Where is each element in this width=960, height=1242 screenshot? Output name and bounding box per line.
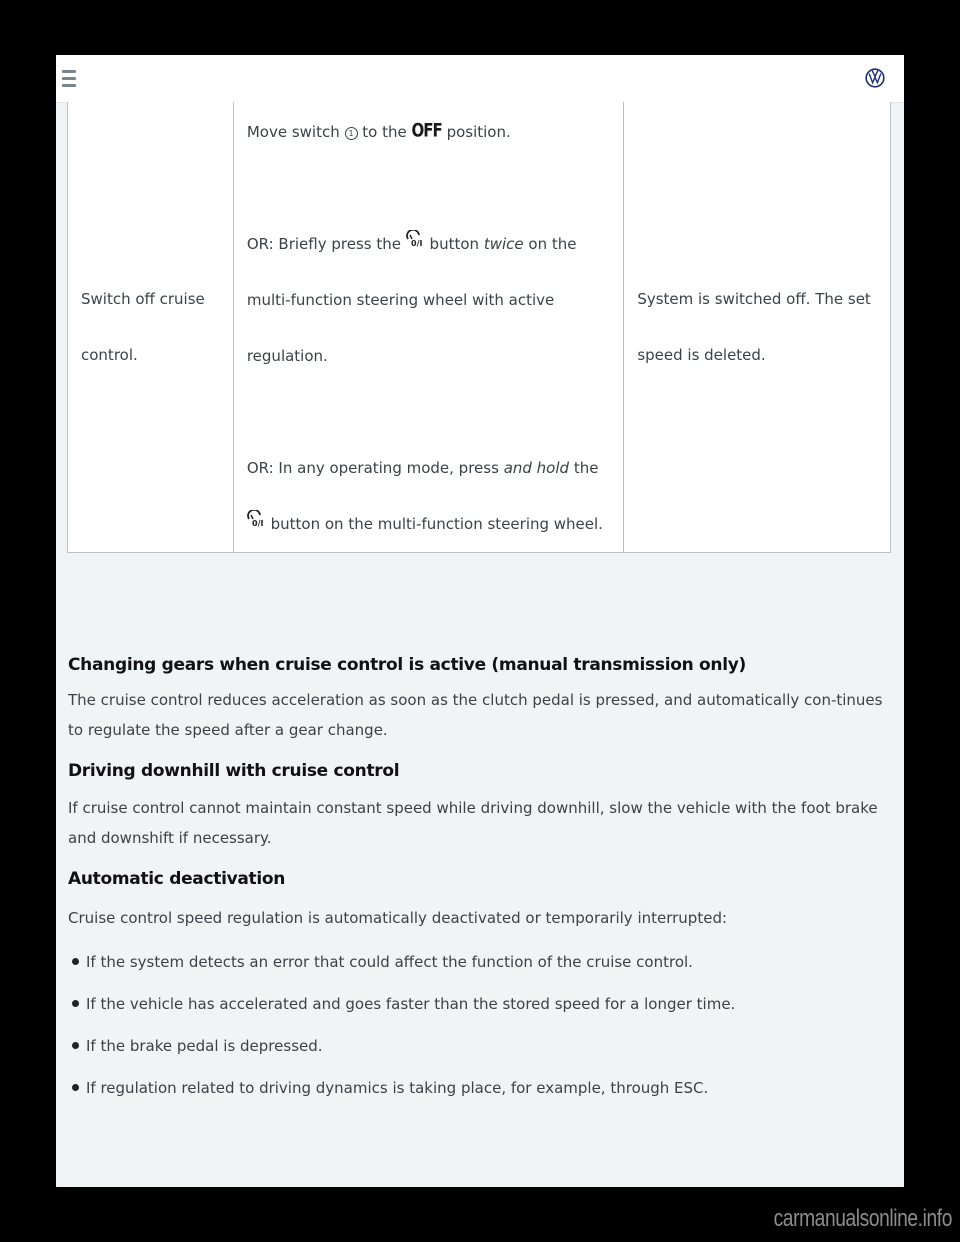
- cruise-control-icon: [247, 510, 266, 527]
- section-body: The cruise control reduces acceleration as soon as the clutch pedal is pressed, and automatically con-tinues to regulate the speed after a gear change.: [68, 691, 883, 739]
- text: button on the multi-function steering wheel.: [270, 515, 603, 533]
- section-body: If cruise control cannot maintain constant speed while driving downhill, slow the vehicle with the foot brake and downshift if necessary.: [68, 799, 878, 847]
- section-heading: Changing gears when cruise control is active (manual transmission only): [68, 655, 746, 675]
- list-item: If regulation related to driving dynamics is taking place, for example, through ESC.: [68, 1067, 894, 1109]
- svg-text:0/I: 0/I: [251, 519, 264, 527]
- text: Move switch: [246, 123, 340, 141]
- deactivation-list: [68, 941, 894, 1109]
- action-step-2: [247, 216, 610, 384]
- top-bar: [56, 55, 904, 103]
- text: OR: In any operating mode, press: [246, 459, 499, 477]
- vw-logo-icon[interactable]: [865, 68, 885, 88]
- action-step-3: [247, 440, 610, 552]
- function-cell: Switch off cruise control.: [68, 102, 234, 553]
- text: the: [573, 459, 599, 477]
- list-item: If the system detects an error that could affect the function of the cruise control.: [68, 941, 894, 983]
- text: button: [429, 235, 480, 253]
- hamburger-menu-icon[interactable]: [62, 70, 76, 87]
- section-body: Cruise control speed regulation is automatically deactivated or temporarily interrupted:: [68, 909, 728, 927]
- text: on the multi-function steering wheel with active regulation.: [246, 235, 577, 365]
- content: [68, 645, 894, 1109]
- list-item: If the vehicle has accelerated and goes faster than the stored speed for a longer time.: [68, 983, 894, 1025]
- text: position.: [446, 123, 511, 141]
- cruise-control-icon: [406, 230, 425, 247]
- text: OR: Briefly press the: [246, 235, 401, 253]
- table-row: [68, 102, 891, 553]
- watermark: carmanualsonline.info: [773, 1205, 952, 1232]
- svg-text:0/I: 0/I: [410, 239, 423, 247]
- emphasis: twice: [483, 235, 524, 253]
- result-cell: System is switched off. The set speed is deleted.: [624, 102, 891, 553]
- cruise-control-table: [67, 102, 891, 553]
- action-cell: [233, 102, 623, 553]
- section-heading: Automatic deactivation: [68, 869, 286, 889]
- manual-page: [56, 55, 904, 1187]
- action-step-1: [247, 102, 610, 160]
- list-item: If the brake pedal is depressed.: [68, 1025, 894, 1067]
- circled-1-icon: 1: [345, 127, 358, 140]
- off-position-icon: OFF: [411, 118, 442, 142]
- emphasis: and hold: [503, 459, 570, 477]
- section-heading: Driving downhill with cruise control: [68, 761, 400, 781]
- text: to the: [362, 123, 407, 141]
